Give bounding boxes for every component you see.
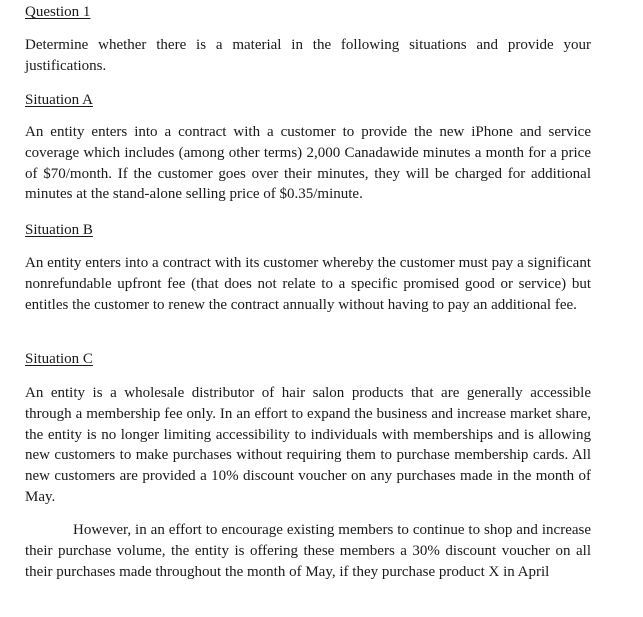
question-title: Question 1: [25, 4, 91, 20]
situation-a-title: Situation A: [25, 92, 93, 108]
situation-b-title: Situation B: [25, 222, 93, 238]
situation-c-text: An entity is a wholesale distributor of hair salon products that are generally accessible through a membership fee only. In an effort to expand the business and increase market share, the entity is no longer limiting accessibility to individuals with memberships and is allowing new customers to make purchases without requiring them to purchase membership cards. All new customers are provided a 10% discount voucher on any purchases made in the month of May.: [25, 385, 591, 505]
situation-a-text: An entity enters into a contract with a customer to provide the new iPhone and service coverage which includes (among other terms) 2,000 Canadawide minutes a month for a price of $70/month. If the customer goes over their minutes, they will be charged for additional minutes at the stand-alone selling price of $0.35/minute.: [25, 124, 591, 203]
situation-c-title: Situation C: [25, 351, 93, 367]
situation-c-text-continued: However, in an effort to encourage existing members to continue to shop and increase their purchase volume, the entity is offering these members a 30% discount voucher on all their purchases made throughout the month of May, if they purchase product X in April: [25, 522, 591, 580]
question-instructions: Determine whether there is a material in the following situations and provide your justifications.: [25, 37, 591, 74]
situation-b-text: An entity enters into a contract with its customer whereby the customer must pay a significant nonrefundable upfront fee (that does not relate to a specific promised good or service) but entitles the customer to renew the contract annually without having to pay an additional fee.: [25, 255, 591, 313]
